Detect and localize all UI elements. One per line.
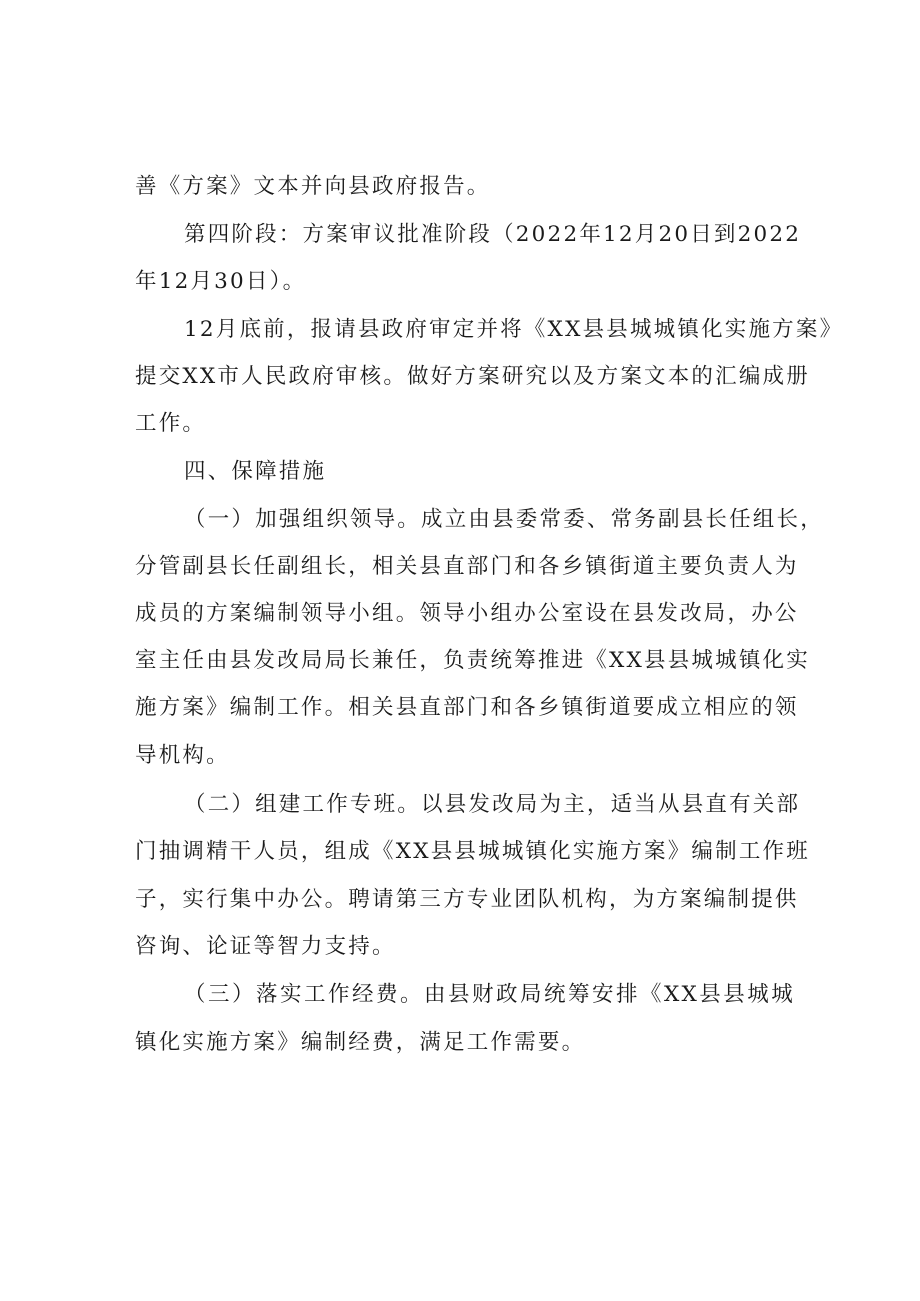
paragraph-line: 门抽调精干人员，组成《XX县县城城镇化实施方案》编制工作班 [135, 839, 810, 864]
paragraph-line: 咨询、论证等智力支持。 [135, 934, 396, 959]
paragraph-line: （二）组建工作专班。以县发改局为主，适当从县直有关部 [184, 792, 801, 817]
paragraph-line: 施方案》编制工作。相关县直部门和各乡镇街道要成立相应的领 [135, 695, 799, 720]
paragraph-line: （三）落实工作经费。由县财政局统筹安排《XX县县城城 [184, 982, 795, 1007]
paragraph-line: 工作。 [135, 411, 207, 436]
paragraph-line: 善《方案》文本并向县政府报告。 [135, 174, 491, 199]
paragraph-line: 12月底前，报请县政府审定并将《XX县县城城镇化实施方案》 [184, 317, 844, 342]
paragraph-line: 年12月30日）。 [135, 269, 307, 294]
section-heading: 四、保障措施 [184, 459, 327, 484]
paragraph-line: 镇化实施方案》编制经费，满足工作需要。 [135, 1030, 586, 1055]
paragraph-line: 分管副县长任副组长，相关县直部门和各乡镇街道主要负责人为 [135, 554, 799, 579]
paragraph-line: 提交XX市人民政府审核。做好方案研究以及方案文本的汇编成册 [135, 364, 810, 389]
paragraph-line: 第四阶段：方案审议批准阶段（2022年12月20日到2022 [184, 222, 802, 247]
paragraph-line: （一）加强组织领导。成立由县委常委、常务副县长任组长， [184, 507, 824, 532]
paragraph-line: 子，实行集中办公。聘请第三方专业团队机构，为方案编制提供 [135, 887, 799, 912]
paragraph-line: 导机构。 [135, 743, 230, 768]
paragraph-line: 室主任由县发改局局长兼任，负责统筹推进《XX县县城城镇化实 [135, 648, 810, 673]
paragraph-line: 成员的方案编制领导小组。领导小组办公室设在县发改局，办公 [135, 601, 799, 626]
